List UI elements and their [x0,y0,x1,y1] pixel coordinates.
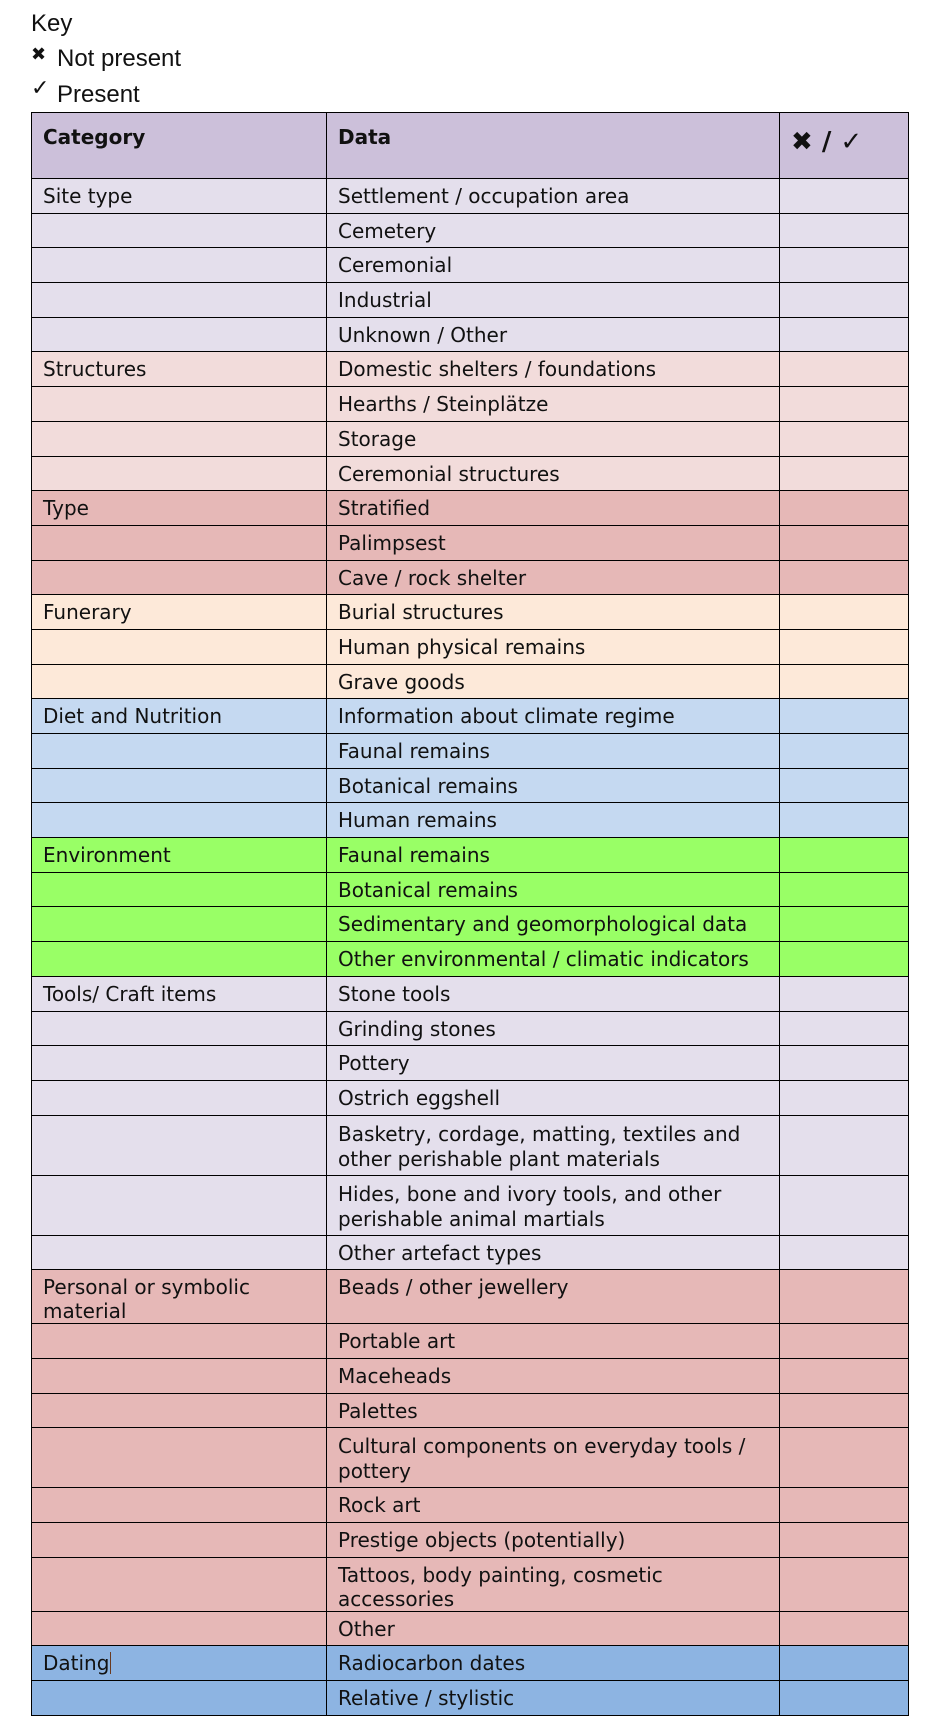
table-row [32,1646,909,1681]
data-cell: Unknown / Other [327,317,780,352]
data-cell: Prestige objects (potentially) [327,1523,780,1558]
data-cell: Settlement / occupation area [327,179,780,214]
category-label: Funerary [43,600,132,625]
presence-cell[interactable] [780,1428,909,1488]
table-row [32,629,909,664]
data-cell: Human remains [327,803,780,838]
presence-cell[interactable] [780,179,909,214]
category-cell [32,456,327,491]
key-item-present [31,76,181,112]
presence-cell[interactable] [780,768,909,803]
checklist-table [31,112,909,1716]
category-cell [32,976,327,1011]
data-cell: Stone tools [327,976,780,1011]
category-cell [32,1011,327,1046]
presence-cell[interactable] [780,1557,909,1611]
data-cell: Pottery [327,1046,780,1081]
category-cell [32,1488,327,1523]
data-cell: Storage [327,421,780,456]
category-label: Personal or symbolic material [43,1275,250,1324]
table-row [32,1393,909,1428]
presence-cell[interactable] [780,560,909,595]
table-row [32,907,909,942]
category-label: Structures [43,357,147,382]
table-row [32,1011,909,1046]
table-row [32,1324,909,1359]
category-label: Environment [43,843,171,868]
category-label: Dating [43,1651,110,1676]
table-row [32,352,909,387]
category-cell [32,664,327,699]
data-cell: Rock art [327,1488,780,1523]
category-cell [32,213,327,248]
table-row [32,664,909,699]
category-cell [32,1681,327,1716]
table-row [32,1557,909,1611]
presence-cell[interactable] [780,976,909,1011]
category-cell [32,907,327,942]
data-cell: Industrial [327,283,780,318]
presence-cell[interactable] [780,387,909,422]
category-cell [32,629,327,664]
presence-cell[interactable] [780,491,909,526]
data-cell: Radiocarbon dates [327,1646,780,1681]
table-row [32,525,909,560]
presence-cell[interactable] [780,734,909,769]
presence-cell[interactable] [780,1235,909,1270]
category-cell [32,387,327,422]
category-cell [32,803,327,838]
presence-cell[interactable] [780,907,909,942]
table-row [32,803,909,838]
header-presence: ✖ / ✓ [780,113,909,179]
category-cell [32,1646,327,1681]
table-row [32,595,909,630]
category-cell [32,491,327,526]
presence-cell[interactable] [780,1646,909,1681]
table-row [32,1175,909,1235]
data-cell: Sedimentary and geomorphological data [327,907,780,942]
category-cell [32,283,327,318]
presence-cell[interactable] [780,1270,909,1324]
presence-cell[interactable] [780,1681,909,1716]
table-row [32,1270,909,1324]
table-row [32,283,909,318]
presence-cell[interactable] [780,1488,909,1523]
table-row [32,1080,909,1115]
table-row [32,213,909,248]
table-row [32,699,909,734]
category-cell [32,1080,327,1115]
data-cell: Grave goods [327,664,780,699]
category-cell [32,1557,327,1611]
data-cell: Palimpsest [327,525,780,560]
category-cell [32,1523,327,1558]
header-data: Data [327,113,780,179]
category-cell [32,838,327,873]
presence-cell[interactable] [780,629,909,664]
table-row [32,1523,909,1558]
presence-cell[interactable] [780,699,909,734]
table-row [32,491,909,526]
category-cell [32,1358,327,1393]
table-row [32,1115,909,1175]
presence-cell[interactable] [780,942,909,977]
presence-cell[interactable] [780,283,909,318]
data-cell: Maceheads [327,1358,780,1393]
table-row [32,387,909,422]
category-cell [32,525,327,560]
category-cell [32,179,327,214]
category-cell [32,1235,327,1270]
presence-cell[interactable] [780,664,909,699]
category-label: Site type [43,184,133,208]
category-cell [32,734,327,769]
table-header-row [32,113,909,179]
category-cell [32,1175,327,1235]
data-cell: Hearths / Steinplätze [327,387,780,422]
data-cell: Domestic shelters / foundations [327,352,780,387]
table-row [32,838,909,873]
data-cell: Cave / rock shelter [327,560,780,595]
check-icon: ✓ [31,75,50,101]
table-row [32,248,909,283]
table-row [32,872,909,907]
presence-cell[interactable] [780,872,909,907]
data-cell: Information about climate regime [327,699,780,734]
presence-cell[interactable] [780,1611,909,1646]
data-cell: Beads / other jewellery [327,1270,780,1324]
category-cell [32,1428,327,1488]
category-label: Type [43,496,89,521]
category-cell [32,317,327,352]
presence-cell[interactable] [780,803,909,838]
presence-cell[interactable] [780,1175,909,1235]
category-label: Tools/ Craft items [43,981,217,1006]
presence-cell[interactable] [780,838,909,873]
table-row [32,1235,909,1270]
text-cursor [110,1652,111,1674]
category-cell [32,872,327,907]
data-cell: Ceremonial [327,248,780,283]
category-cell [32,1393,327,1428]
table-row [32,1611,909,1646]
table-row [32,456,909,491]
category-cell [32,421,327,456]
table-row [32,942,909,977]
presence-cell[interactable] [780,595,909,630]
data-cell: Other [327,1611,780,1646]
presence-cell[interactable] [780,456,909,491]
presence-cell[interactable] [780,213,909,248]
table-row [32,734,909,769]
data-cell: Botanical remains [327,768,780,803]
key-label: Not present [57,44,182,72]
category-cell [32,1115,327,1175]
presence-cell[interactable] [780,1324,909,1359]
presence-cell[interactable] [780,1011,909,1046]
category-cell [32,768,327,803]
presence-cell[interactable] [780,1393,909,1428]
data-cell: Grinding stones [327,1011,780,1046]
data-cell: Faunal remains [327,838,780,873]
table-row [32,1681,909,1716]
data-cell: Basketry, cordage, matting, textiles and other perishable plant materials [327,1115,780,1175]
table-row [32,1046,909,1081]
category-cell [32,560,327,595]
data-cell: Burial structures [327,595,780,630]
presence-cell[interactable] [780,248,909,283]
category-cell [32,699,327,734]
table-row [32,179,909,214]
category-cell [32,1046,327,1081]
table-row [32,1358,909,1393]
presence-cell[interactable] [780,525,909,560]
presence-cell[interactable] [780,317,909,352]
presence-cell[interactable] [780,1115,909,1175]
presence-cell[interactable] [780,1358,909,1393]
data-cell: Tattoos, body painting, cosmetic accessories [327,1557,780,1611]
table-row [32,1428,909,1488]
presence-cell[interactable] [780,1080,909,1115]
category-cell [32,1324,327,1359]
table-row [32,976,909,1011]
category-cell [32,942,327,977]
presence-cell[interactable] [780,1523,909,1558]
category-label: Diet and Nutrition [43,704,223,729]
data-cell: Portable art [327,1324,780,1359]
key-title: Key [31,10,73,37]
presence-cell[interactable] [780,421,909,456]
data-cell: Ostrich eggshell [327,1080,780,1115]
category-cell [32,595,327,630]
category-cell [32,1270,327,1324]
category-cell [32,248,327,283]
data-cell: Other artefact types [327,1235,780,1270]
key-label: Present [57,80,140,108]
data-cell: Ceremonial structures [327,456,780,491]
data-cell: Other environmental / climatic indicators [327,942,780,977]
table-row [32,421,909,456]
category-cell [32,352,327,387]
data-cell: Relative / stylistic [327,1681,780,1716]
data-cell: Cultural components on everyday tools / pottery [327,1428,780,1488]
data-cell: Palettes [327,1393,780,1428]
table-row [32,560,909,595]
cross-icon: ✖ [31,43,47,65]
key-legend [31,6,181,112]
data-cell: Hides, bone and ivory tools, and other perishable animal martials [327,1175,780,1235]
table-row [32,768,909,803]
data-cell: Human physical remains [327,629,780,664]
data-cell: Botanical remains [327,872,780,907]
presence-cell[interactable] [780,1046,909,1081]
header-category: Category [32,113,327,179]
data-cell: Stratified [327,491,780,526]
data-cell: Cemetery [327,213,780,248]
table-row [32,1488,909,1523]
table-row [32,317,909,352]
category-cell [32,1611,327,1646]
data-cell: Faunal remains [327,734,780,769]
presence-cell[interactable] [780,352,909,387]
